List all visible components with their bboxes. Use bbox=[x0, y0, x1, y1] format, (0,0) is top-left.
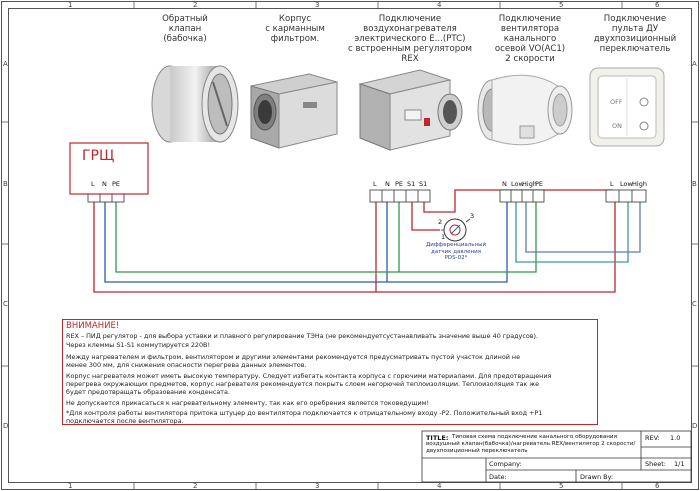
backdraft-damper-photo bbox=[145, 62, 240, 147]
pressure-sensor-icon bbox=[441, 219, 470, 241]
warning-line-6: перегрева окружающих предметов, корпус нагревателя рекомендуется покрыть слоем негорючей теплоизоляции. Теплоизоляция так же bbox=[66, 380, 540, 388]
company-label: Company: bbox=[489, 460, 522, 468]
sensor-port-1: 1 bbox=[441, 233, 446, 241]
grid-col-1-bottom: 1 bbox=[68, 482, 73, 490]
drawn-by-label: Drawn By: bbox=[580, 473, 614, 481]
wire-low-speed bbox=[516, 202, 628, 262]
warning-line-1: REX – ПИД регулятор - для выбора уставки и плавного регулирование ТЭНа (не рекомендуетсустанавливать значение выше 40 градусов). bbox=[66, 332, 539, 340]
terminal-block-remote bbox=[606, 190, 646, 202]
grid-col-5: 5 bbox=[559, 1, 564, 9]
terminal-block-heater bbox=[370, 190, 430, 202]
electric-heater-photo bbox=[350, 62, 465, 154]
fan-terminal-pe: PE bbox=[535, 180, 544, 188]
sheet-label: Sheet: bbox=[645, 460, 666, 468]
terminal-block-fan bbox=[500, 190, 544, 202]
grid-col-5-bottom: 5 bbox=[559, 482, 564, 490]
grid-col-3: 3 bbox=[315, 1, 320, 9]
grid-col-4: 4 bbox=[437, 1, 442, 9]
title-line-1: Типовая схема подключение канального оборудования bbox=[452, 434, 617, 440]
label-filter: Корпус с карманным фильтром. bbox=[265, 14, 325, 44]
grid-col-2-bottom: 2 bbox=[193, 482, 198, 490]
title-label: TITLE: bbox=[426, 434, 449, 442]
rev-value: 1.0 bbox=[670, 434, 681, 442]
sensor-port-2: 2 bbox=[438, 218, 443, 226]
rev-label: REV: bbox=[645, 434, 660, 442]
title-line-3: двухпозиционный переключатель bbox=[426, 448, 528, 454]
heater-terminal-n: N bbox=[385, 180, 390, 188]
panel-label: ГРЩ bbox=[82, 148, 115, 164]
remote-terminal-l: L bbox=[610, 180, 614, 188]
label-damper: Обратный клапан (бабочка) bbox=[162, 14, 208, 44]
title-line-2: воздушный клапан(бабочка)/нагреватель REX/вентилятор 2 скорости/ bbox=[426, 441, 636, 447]
heater-terminal-pe: PE bbox=[395, 180, 404, 188]
wire-s1-sensor bbox=[412, 202, 443, 230]
fan-terminal-low: Low bbox=[511, 180, 524, 188]
grid-row-a-right: A bbox=[692, 60, 697, 68]
warning-line-4: менее 300 мм, для снижения опасности перегрева данных элементов. bbox=[66, 361, 307, 369]
warning-line-7: будет предотвращать образование конденсата. bbox=[66, 388, 230, 396]
date-label: Date: bbox=[489, 473, 507, 481]
remote-switch-photo bbox=[588, 66, 666, 148]
warning-line-8: Не допускается прикасаться к нагревательному элементу, так как его оребрения является токоведущим! bbox=[66, 399, 430, 407]
warning-line-2: Через клеммы S1-S1 коммутируется 220В! bbox=[66, 341, 211, 349]
label-fan: Подключение вентилятора канального осевой VO(AC1) 2 скорости bbox=[494, 14, 566, 64]
remote-terminal-high: High bbox=[632, 180, 647, 188]
warning-line-3: Между нагревателем и фильтром, вентилятором и другими элементами рекомендуется предусматривать пустой участок длиной не bbox=[66, 353, 521, 361]
grid-row-c: C bbox=[3, 300, 8, 308]
label-remote: Подключение пульта ДУ двухпозиционный переключатель bbox=[593, 14, 677, 54]
grid-col-6: 6 bbox=[655, 1, 660, 9]
grid-col-1: 1 bbox=[68, 1, 73, 9]
wires bbox=[94, 190, 640, 292]
panel-terminal-pe: PE bbox=[112, 180, 121, 188]
warning-line-9: *Для контроля работы вентилятора притока штуцер до вентилятора подключается к отрицательному входу -P2. Положительный вход +P1 bbox=[66, 409, 543, 417]
sensor-port-3: 3 bbox=[470, 212, 475, 220]
sensor-label: Дифференциальный датчик давления PDS-02* bbox=[425, 242, 487, 261]
warning-line-10: подключается после вентилятора. bbox=[66, 417, 184, 425]
warning-title: ВНИМАНИЕ! bbox=[66, 321, 120, 331]
warning-box bbox=[62, 319, 598, 425]
switch-on-label: ON bbox=[612, 122, 622, 130]
grid-col-3-bottom: 3 bbox=[315, 482, 320, 490]
label-heater: Подключение воздухонагревателя электрического E...(PTC) с встроенным регулятором REX bbox=[348, 14, 472, 64]
heater-terminal-s1b: S1 bbox=[419, 180, 428, 188]
fan-terminal-high: High bbox=[522, 180, 537, 188]
duct-fan-photo bbox=[470, 66, 580, 150]
grid-row-b-right: B bbox=[692, 180, 697, 188]
grid-col-2: 2 bbox=[193, 1, 198, 9]
grid-row-d: D bbox=[3, 422, 9, 430]
grid-col-4-bottom: 4 bbox=[437, 482, 442, 490]
grid-row-b: B bbox=[3, 180, 8, 188]
grid-col-6-bottom: 6 bbox=[655, 482, 660, 490]
grid-row-d-right: D bbox=[692, 422, 698, 430]
warning-line-5: Корпус нагревателя может иметь высокую температуру. Следует избегать контакта корпуса с горючими материалами. Для предотвращения bbox=[66, 372, 552, 380]
wire-high-speed bbox=[526, 202, 640, 252]
sheet-value: 1/1 bbox=[674, 460, 685, 468]
heater-terminal-l: L bbox=[373, 180, 377, 188]
fan-terminal-n: N bbox=[502, 180, 507, 188]
heater-terminal-s1a: S1 bbox=[407, 180, 416, 188]
pocket-filter-housing-photo bbox=[243, 68, 343, 150]
grid-row-c-right: C bbox=[692, 300, 697, 308]
remote-terminal-low: Low bbox=[620, 180, 633, 188]
grid-row-a: A bbox=[3, 60, 8, 68]
panel-terminal-l: L bbox=[91, 180, 95, 188]
switch-off-label: OFF bbox=[610, 98, 623, 106]
wire-phase-panel bbox=[94, 202, 615, 292]
panel-terminal-n: N bbox=[102, 180, 107, 188]
